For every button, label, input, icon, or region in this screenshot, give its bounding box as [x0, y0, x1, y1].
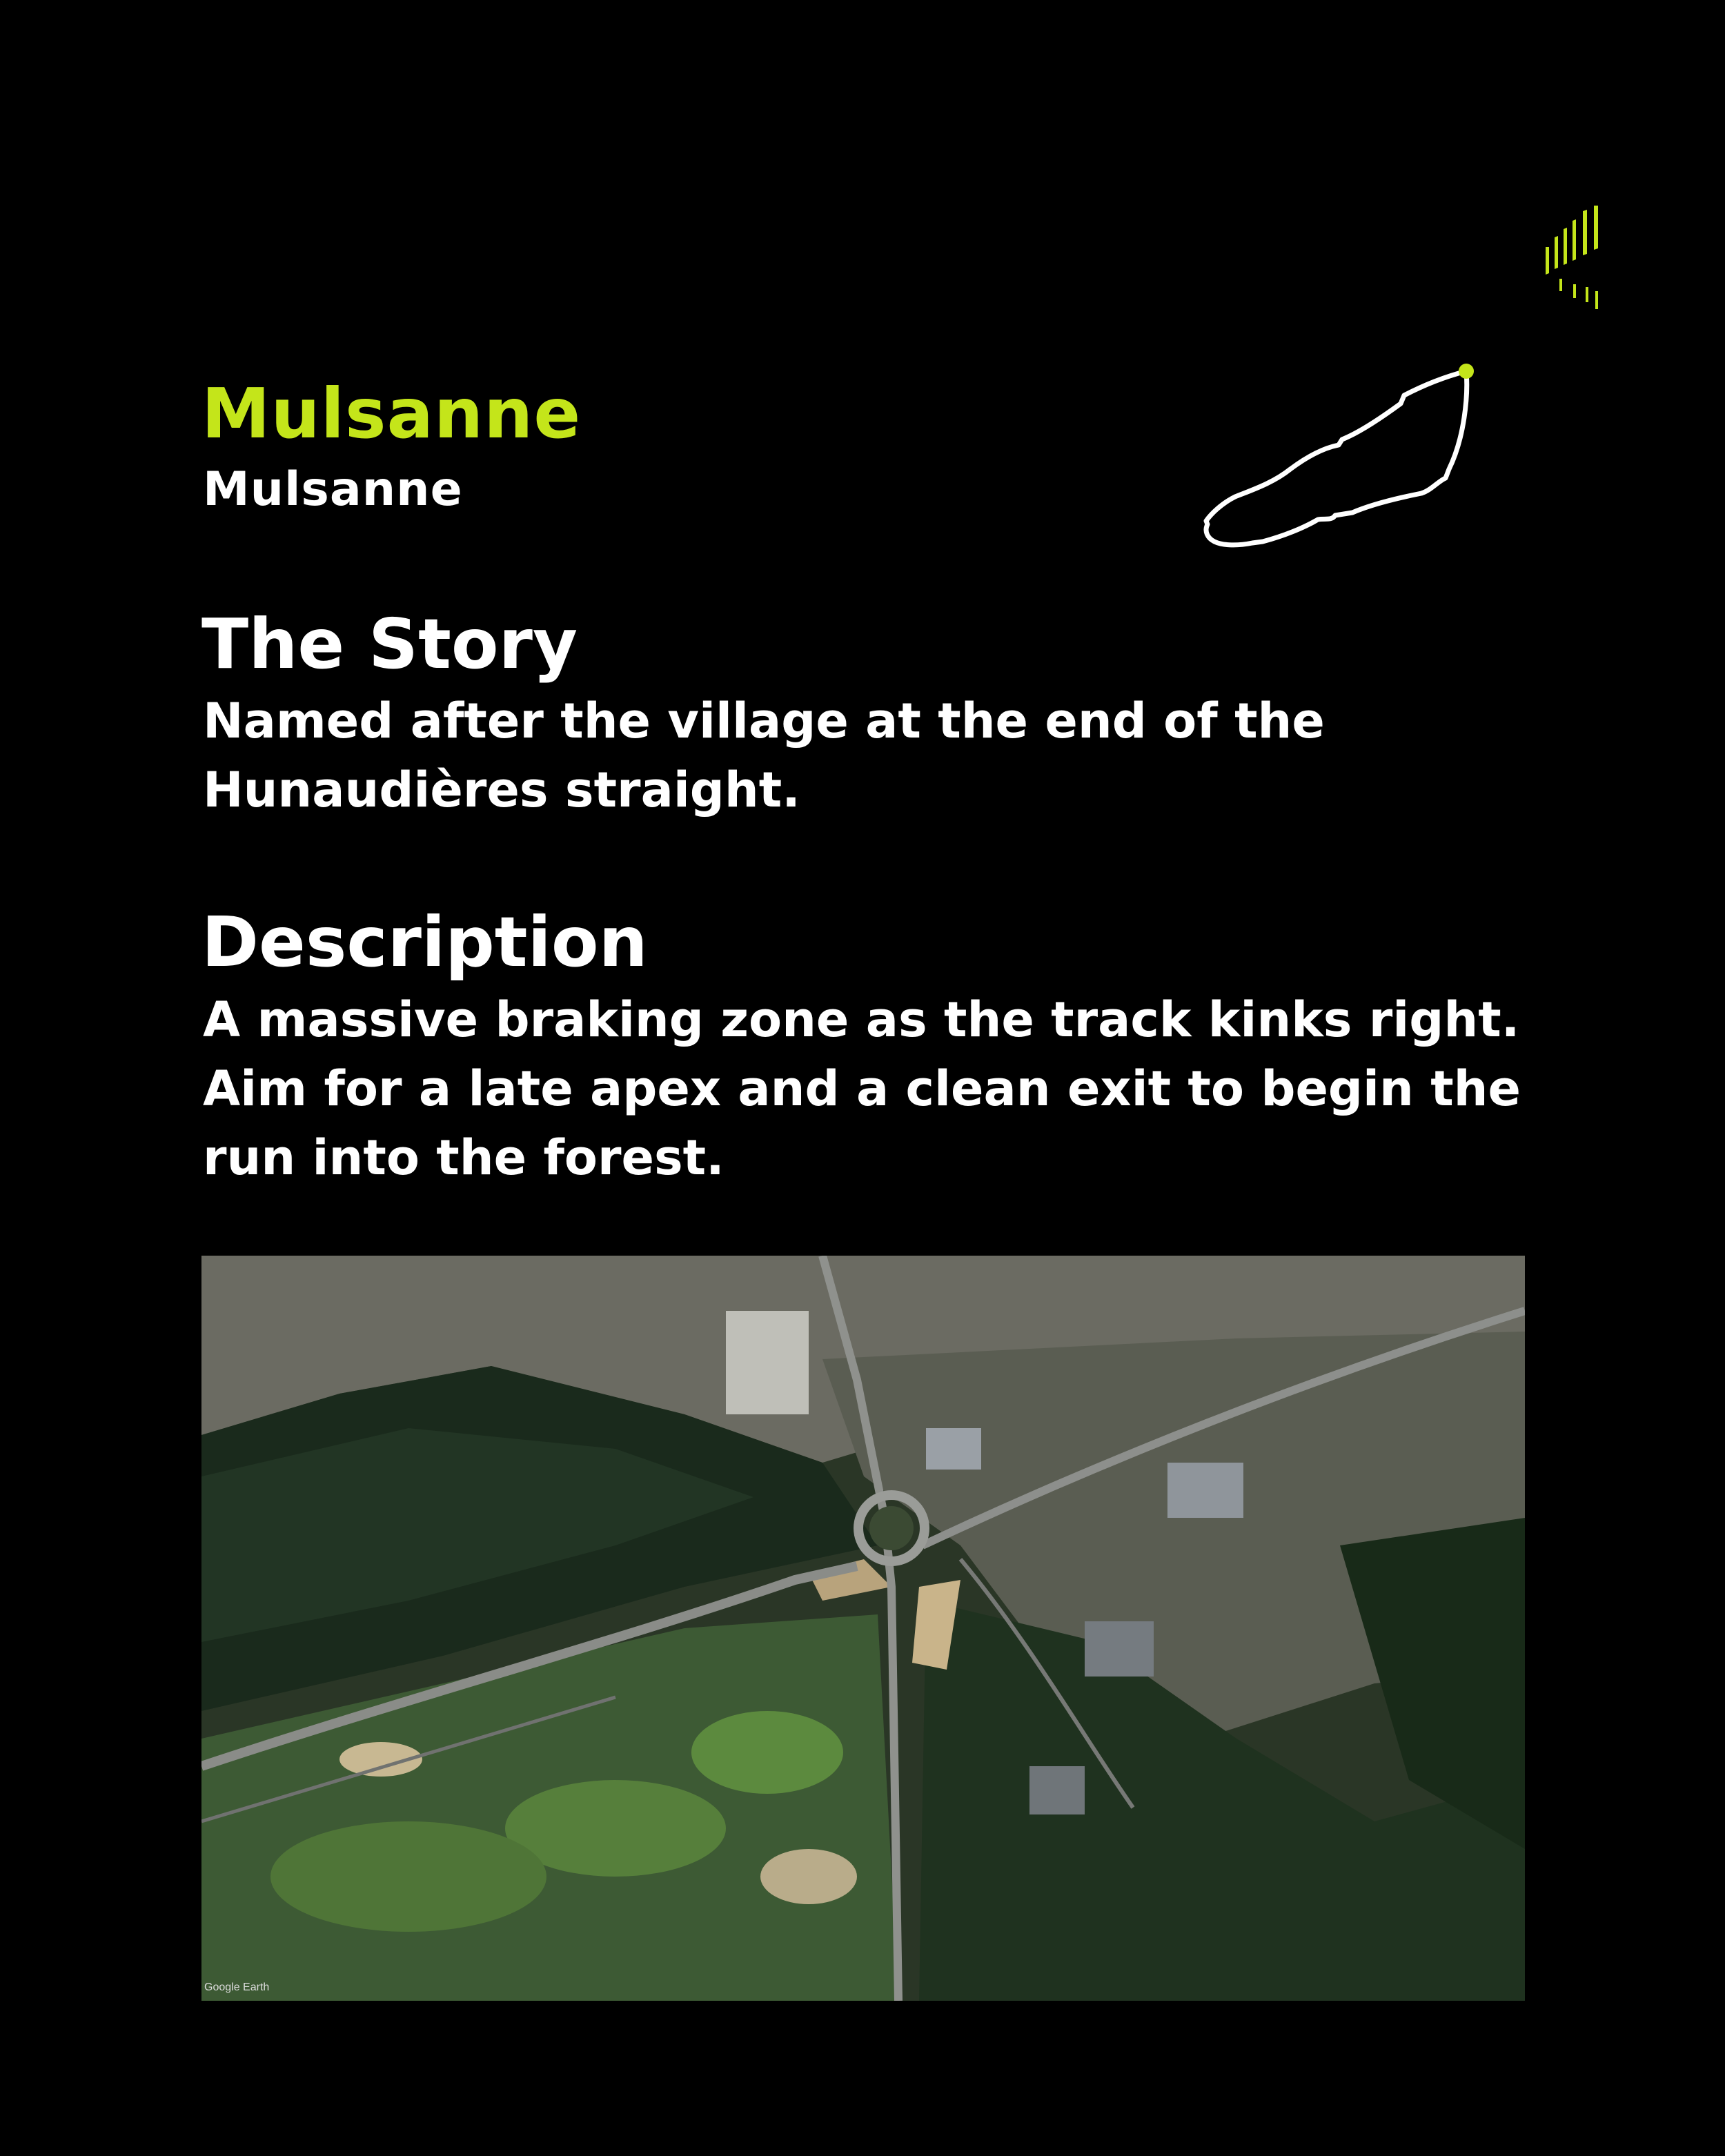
stripes-logo-icon — [1544, 206, 1606, 310]
corner-title: Mulsanne — [201, 373, 582, 454]
circuit-path — [1206, 371, 1467, 545]
description-heading: Description — [201, 902, 648, 982]
corner-marker — [1459, 364, 1474, 379]
description-body: A massive braking zone as the track kinks right. Aim for a late apex and a clean exit to begin the run into the forest. — [203, 991, 1521, 1186]
corner-subtitle: Mulsanne — [203, 462, 463, 517]
circuit-outline-icon — [1194, 355, 1483, 562]
story-body: Named after the village at the end of the Hunaudières straight. — [203, 693, 1325, 818]
aerial-satellite-image — [201, 1256, 1525, 2001]
story-heading: The Story — [201, 604, 578, 684]
image-watermark: Google Earth — [204, 1981, 270, 1993]
